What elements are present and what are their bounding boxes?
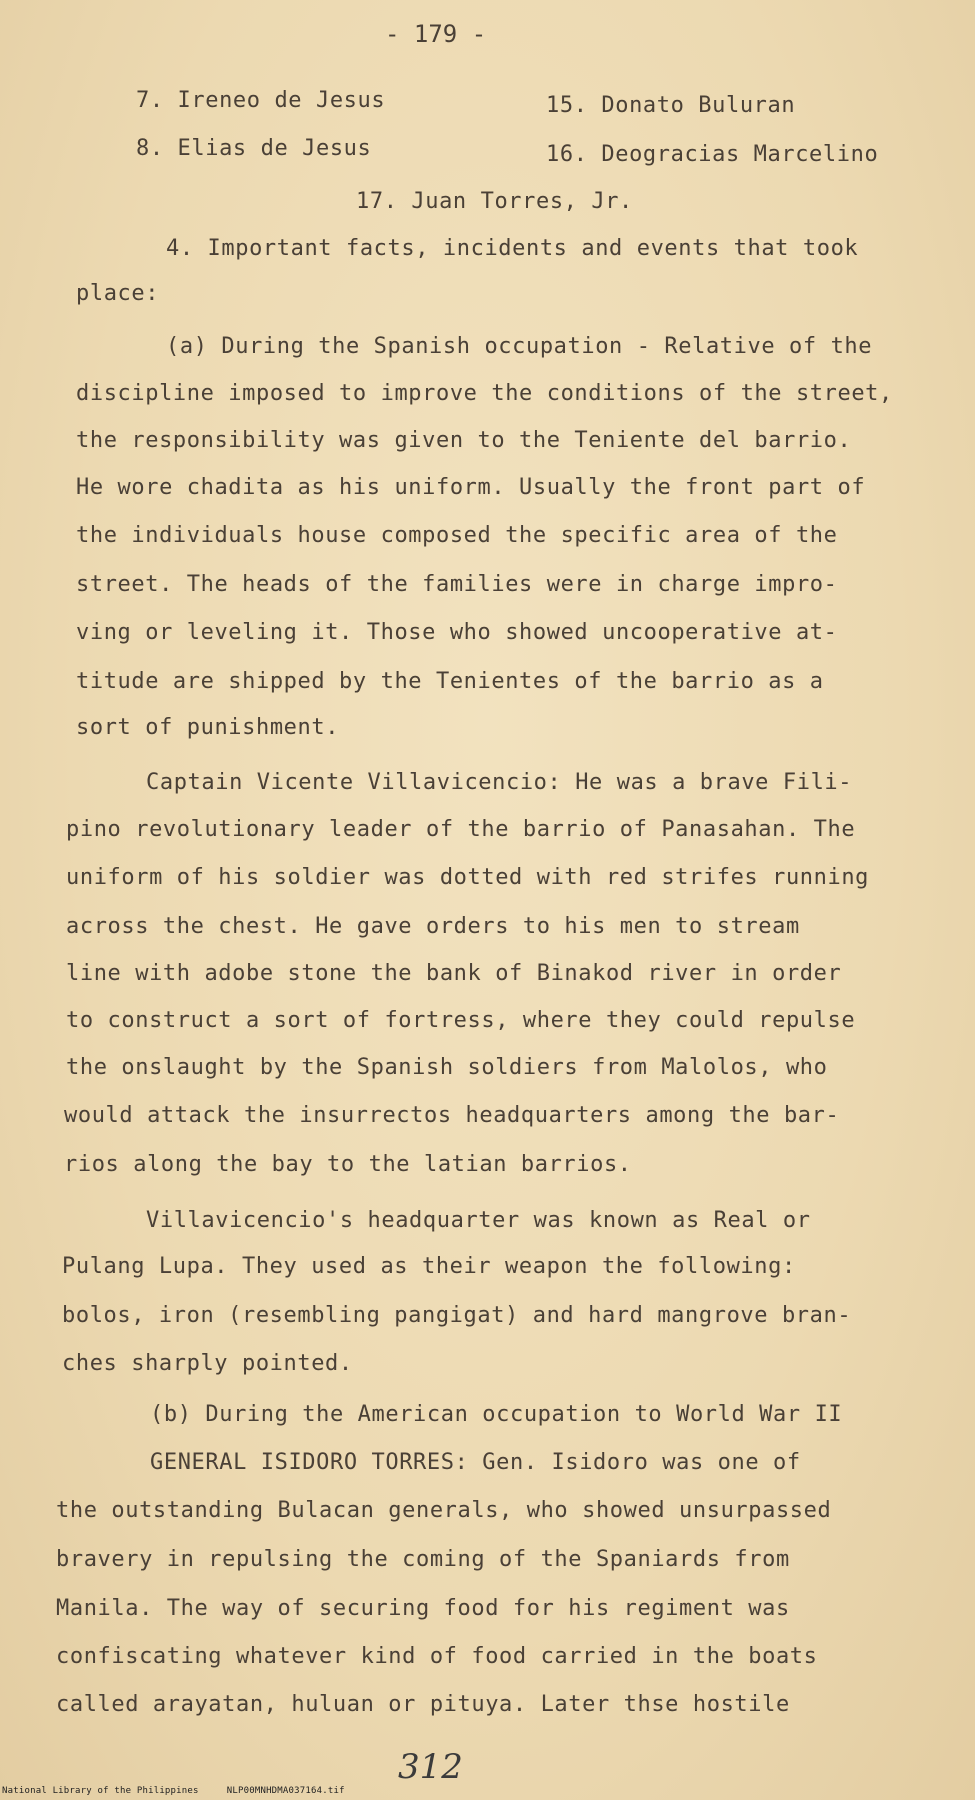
name-item-17: 17. Juan Torres, Jr.	[356, 189, 633, 214]
paragraph-line: across the chest. He gave orders to his men to stream	[66, 914, 800, 939]
paragraph-line: bravery in repulsing the coming of the Spaniards from	[56, 1547, 790, 1572]
paragraph-line: called arayatan, huluan or pituya. Later thse hostile	[56, 1692, 790, 1717]
paragraph-line: would attack the insurrectos headquarters among the bar-	[64, 1103, 840, 1128]
paragraph-line: place:	[76, 281, 160, 306]
paragraph-line: ches sharply pointed.	[62, 1351, 353, 1376]
archive-footer-label: National Library of the Philippines NLP00MNHDMA037164.tif	[2, 1786, 345, 1796]
name-item-8: 8. Elias de Jesus	[136, 136, 372, 161]
paragraph-line: GENERAL ISIDORO TORRES: Gen. Isidoro was one of	[150, 1450, 801, 1475]
paragraph-line: pino revolutionary leader of the barrio of Panasahan. The	[66, 817, 856, 842]
paragraph-line: ving or leveling it. Those who showed uncooperative at-	[76, 620, 838, 645]
name-item-15: 15. Donato Buluran	[546, 93, 796, 118]
paragraph-line: (b) During the American occupation to World War II	[150, 1402, 843, 1427]
paragraph-line: line with adobe stone the bank of Binakod river in order	[66, 961, 842, 986]
paragraph-line: the responsibility was given to the Teniente del barrio.	[76, 428, 852, 453]
paragraph-line: 4. Important facts, incidents and events that took	[166, 236, 859, 261]
paragraph-line: street. The heads of the families were in charge impro-	[76, 572, 838, 597]
paragraph-line: Villavicencio's headquarter was known as Real or	[146, 1208, 811, 1233]
handwritten-page-number: 312	[398, 1747, 463, 1787]
paragraph-line: confiscating whatever kind of food carried in the boats	[56, 1644, 818, 1669]
paragraph-line: He wore chadita as his uniform. Usually the front part of	[76, 475, 866, 500]
paragraph-line: discipline imposed to improve the conditions of the street,	[76, 381, 893, 406]
name-item-7: 7. Ireneo de Jesus	[136, 88, 386, 113]
paragraph-line: Pulang Lupa. They used as their weapon the following:	[62, 1254, 796, 1279]
paragraph-line: uniform of his soldier was dotted with red strifes running	[66, 865, 870, 890]
paragraph-line: titude are shipped by the Tenientes of the barrio as a	[76, 669, 824, 694]
name-item-16: 16. Deogracias Marcelino	[546, 142, 879, 167]
paragraph-line: rios along the bay to the latian barrios.	[64, 1152, 632, 1177]
paragraph-line: the onslaught by the Spanish soldiers from Malolos, who	[66, 1055, 828, 1080]
paragraph-line: to construct a sort of fortress, where they could repulse	[66, 1008, 856, 1033]
paragraph-line: Manila. The way of securing food for his regiment was	[56, 1596, 790, 1621]
paragraph-line: bolos, iron (resembling pangigat) and hard mangrove bran-	[62, 1303, 852, 1328]
paragraph-line: Captain Vicente Villavicencio: He was a brave Fili-	[146, 770, 853, 795]
paragraph-line: the outstanding Bulacan generals, who showed unsurpassed	[56, 1498, 832, 1523]
paragraph-line: the individuals house composed the specific area of the	[76, 523, 838, 548]
page-number: - 179 -	[385, 20, 487, 48]
paragraph-line: sort of punishment.	[76, 715, 340, 740]
paragraph-line: (a) During the Spanish occupation - Relative of the	[166, 334, 873, 359]
